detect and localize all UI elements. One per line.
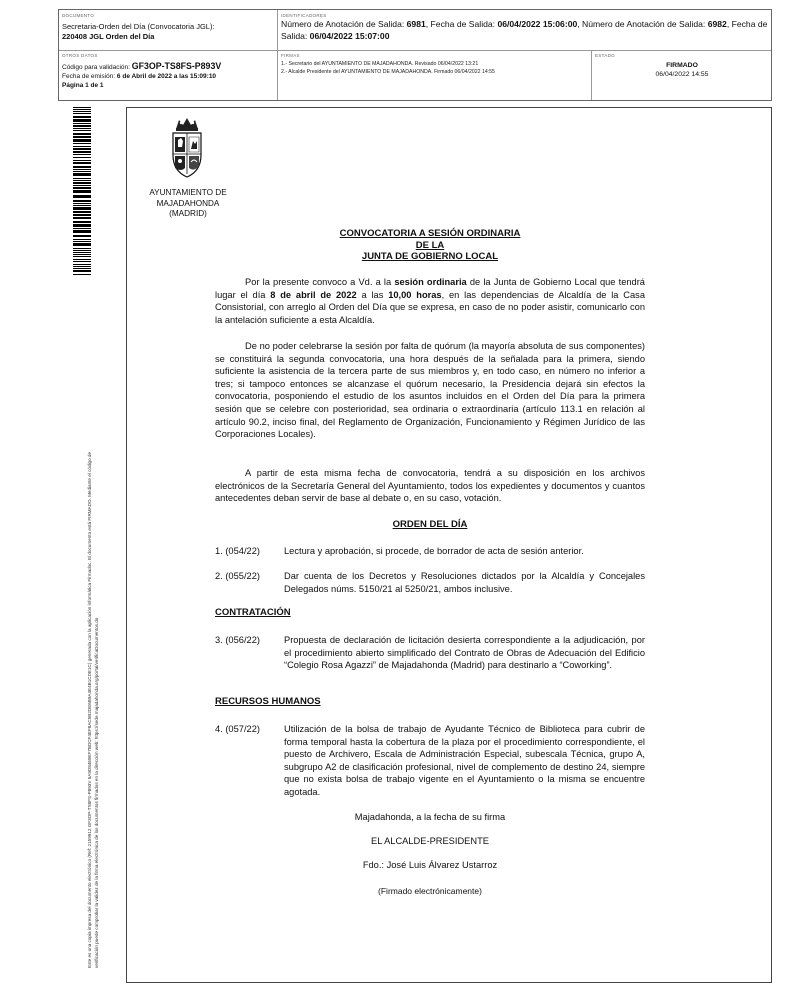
barcode-icon xyxy=(73,107,91,275)
codigo-value: GF3OP-TS8FS-P893V xyxy=(131,61,222,71)
agenda-item xyxy=(215,570,645,595)
agenda-item xyxy=(215,723,645,799)
barcode-bar xyxy=(73,130,91,131)
barcode-bar xyxy=(73,214,91,216)
barcode-bar xyxy=(73,268,91,269)
barcode-bar xyxy=(73,248,91,249)
firma-1: 1.- Secretario del AYUNTAMIENTO DE MAJADAHONDA. Revisado 06/04/2022 13:21 xyxy=(281,61,479,67)
barcode-bar xyxy=(73,195,91,198)
barcode-bar xyxy=(73,173,91,176)
ident-value: 06/04/2022 15:06:00 xyxy=(497,19,578,29)
signature-role: EL ALCALDE-PRESIDENTE xyxy=(371,836,489,846)
fecha-emision xyxy=(62,72,274,81)
barcode-bar xyxy=(73,116,91,118)
title-line: CONVOCATORIA A SESIÓN ORDINARIA xyxy=(339,228,521,239)
barcode-bar xyxy=(73,128,91,129)
barcode-bar xyxy=(73,166,91,168)
identificadores-cell xyxy=(281,13,769,42)
ident-value: 6981 xyxy=(406,19,426,29)
barcode-bar xyxy=(73,119,91,122)
barcode-bar xyxy=(73,157,91,158)
firmas-label: FIRMAS xyxy=(281,53,300,58)
barcode-bar xyxy=(73,148,91,150)
barcode-bar xyxy=(73,169,91,170)
agenda-item xyxy=(215,634,645,672)
paragraph-quorum: De no poder celebrarse la sesión por falta de quórum (la mayoría absoluta de sus componentes) se constituirá la segunda convocatoria, una hora después de la señalada para la primera, siendo suficiente la asistencia de la tercera parte de sus miembros y, en todo caso, en número no inferior a tres; si tampoco entonces se alcanzase el quórum necesario, la Presidencia dejará sin efectos la convocatoria, posponiendo el estudio de los asuntos incluidos en el Orden del Día para la primera sesión que se celebre con posterioridad, sea ordinaria o extraordinaria (artículo 113.1 en relación al artículo 90.2, inciso final, del Reglamento de Organización, Funcionamiento y Régimen Jurídico de las Corporaciones Locales). xyxy=(215,341,645,440)
signature-place: Majadahonda, a la fecha de su firma xyxy=(354,812,506,822)
otros-datos-cell xyxy=(62,53,274,90)
text-run: de la Junta de Gobierno Local que tendrá lugar el día xyxy=(215,277,645,300)
barcode-bar xyxy=(73,250,91,251)
barcode-bar xyxy=(73,146,91,147)
agenda-item-number: 3. (056/22) xyxy=(215,635,260,645)
barcode-bar xyxy=(73,259,91,260)
barcode-bar xyxy=(73,139,91,142)
barcode-bar xyxy=(73,256,91,257)
text-run: Por la presente convoco a Vd. a la xyxy=(245,277,395,287)
documento-name: Secretaria-Orden del Día (Convocatoria JGL): xyxy=(62,22,215,31)
ident-value: 6982 xyxy=(707,19,727,29)
barcode-bar xyxy=(73,162,91,164)
barcode-bar xyxy=(73,254,91,255)
barcode-bar xyxy=(73,235,91,237)
estado-date: 06/04/2022 14:55 xyxy=(655,71,709,78)
agenda-item-text: Dar cuenta de los Decretos y Resoluciones dictados por la Alcaldía y Concejales Delegados núms. 5150/21 al 5250/21, ambos inclusive. xyxy=(284,571,645,594)
barcode-bar xyxy=(73,190,91,193)
ayuntamiento-line: (MADRID) xyxy=(169,209,207,218)
orden-del-dia-title: ORDEN DEL DÍA xyxy=(392,519,468,530)
barcode-bar xyxy=(73,270,91,272)
barcode-bar xyxy=(73,241,91,242)
barcode-bar xyxy=(73,261,91,262)
barcode-bar xyxy=(73,185,91,186)
barcode-bar xyxy=(73,224,91,227)
barcode-bar xyxy=(73,221,91,223)
barcode-bar xyxy=(73,200,91,202)
ayuntamiento-line: MAJADAHONDA xyxy=(156,198,220,208)
barcode-bar xyxy=(73,113,91,114)
barcode-bar xyxy=(73,123,91,124)
header-divider xyxy=(277,10,278,100)
barcode-bar xyxy=(73,171,91,172)
agenda-item-text: Propuesta de declaración de licitación desierta correspondiente a la adjudicación, por el procedimiento abierto simplificado del Contrato de Obras de Adecuación del Edificio “Colegio Rosa Agazzi” de Majadahonda (Madrid) para destinarlo a “Coworking”. xyxy=(284,635,645,671)
codigo-validacion xyxy=(62,62,274,72)
coat-of-arms-icon xyxy=(170,115,204,179)
text-run-bold: sesión ordinaria xyxy=(394,277,467,287)
barcode-bar xyxy=(73,182,91,184)
ayuntamiento-line: AYUNTAMIENTO DE xyxy=(149,188,227,197)
emision-label: Fecha de emisión: xyxy=(62,73,117,80)
agenda-item-number: 4. (057/22) xyxy=(215,724,260,734)
barcode-bar xyxy=(73,274,91,275)
ident-text: , Fecha de Salida: xyxy=(281,19,768,41)
text-run-bold: 10,00 horas xyxy=(388,289,442,300)
barcode-bar xyxy=(73,109,91,110)
section-contratacion: CONTRATACIÓN xyxy=(215,607,291,618)
barcode-bar xyxy=(73,217,91,219)
agenda-item xyxy=(215,545,645,558)
barcode-bar xyxy=(73,252,91,253)
ayuntamiento-block xyxy=(138,188,238,220)
agenda-item-text: Utilización de la bolsa de trabajo de Ayudante Técnico de Biblioteca para cubrir de forma temporal hasta la cobertura de la plaza por el procedimiento correspondiente, el puesto de Archivero, Escala de Administración Especial, subescala Técnica, grupo A, subgrupo A2 de clasificación profesional, nivel de complemento de destino 24, siempre que no exista bolsa de trabajo vigente en el Ayuntamiento o la misma se encuentre agotada. xyxy=(284,724,645,797)
barcode-bar xyxy=(73,160,91,161)
ident-text: Número de Anotación de Salida: xyxy=(281,19,407,29)
barcode-bar xyxy=(73,180,91,181)
estado-value: FIRMADO xyxy=(666,62,698,69)
documento-label: DOCUMENTO xyxy=(62,13,95,18)
barcode-bar xyxy=(73,178,91,179)
barcode-bar xyxy=(73,205,91,206)
barcode-bar xyxy=(73,133,91,135)
title-line: JUNTA DE GOBIERNO LOCAL xyxy=(361,251,499,262)
document-header xyxy=(58,9,772,101)
barcode-bar xyxy=(73,151,91,153)
barcode-bar xyxy=(73,228,91,229)
agenda-item-number: 2. (055/22) xyxy=(215,571,260,581)
documento-subname: 220408 JGL Orden del Día xyxy=(62,32,155,41)
title-line: DE LA xyxy=(415,239,445,251)
side-text-line: verificación puede comprobar la validez de la firma electrónica de los documentos firmados en la dirección web: https://sede.majadahonda.org/portal/verificaDocumentos.do xyxy=(94,617,99,968)
side-verification-text xyxy=(86,298,100,968)
barcode-bar xyxy=(73,207,91,210)
paragraph-convocatoria xyxy=(215,276,645,326)
firma-2: 2.- Alcalde Presidente del AYUNTAMIENTO DE MAJADAHONDA. Firmado 06/04/2022 14:55 xyxy=(281,69,495,75)
pagina: Página 1 de 1 xyxy=(62,82,104,89)
identificadores-text xyxy=(281,19,769,42)
text-run: , en las dependencias de Alcaldía de la Casa Consistorial, con arreglo al Orden del Día que se expresa, en caso de no poder asistir, comunicarlo con la antelación suficiente a esta Alcaldía. xyxy=(215,289,645,325)
header-divider xyxy=(59,50,771,51)
barcode-bar xyxy=(73,239,91,240)
barcode-bar xyxy=(73,111,91,112)
barcode-bar xyxy=(73,211,91,213)
barcode-bar xyxy=(73,203,91,204)
documento-cell xyxy=(62,13,274,42)
barcode-bar xyxy=(73,264,91,265)
barcode-bar xyxy=(73,143,91,144)
signature-note: (Firmado electrónicamente) xyxy=(378,886,482,896)
firmas-cell xyxy=(281,53,587,76)
barcode-bar xyxy=(73,243,91,246)
codigo-label: Código para validación: xyxy=(62,64,132,71)
text-run-bold: 8 de abril de 2022 xyxy=(270,289,357,300)
barcode-bar xyxy=(73,107,91,108)
side-text-line: Este es una copia impresa del documento electrónico (Ref: 2159912 GF3OP-TS8FS-P893V 5A9D8469EF7BDCF4EF8AC5B2DE6B9A4E4B1CDE1C) generada con la aplicación informática Firmadoc. El documento está FIRMADO. Mediante el código de xyxy=(87,451,92,968)
section-recursos-humanos: RECURSOS HUMANOS xyxy=(215,696,321,707)
barcode-bar xyxy=(73,125,91,127)
estado-label: ESTADO xyxy=(595,53,615,58)
text-run: a las xyxy=(356,289,389,300)
ident-text: , Número de Anotación de Salida: xyxy=(577,19,708,29)
emision-value: 6 de Abril de 2022 a las 15:09:10 xyxy=(116,73,217,80)
barcode-bar xyxy=(73,230,91,233)
agenda-item-text: Lectura y aprobación, si procede, de borrador de acta de sesión anterior. xyxy=(284,546,584,556)
signature-name: Fdo.: José Luis Álvarez Ustarroz xyxy=(362,860,498,870)
identificadores-label: IDENTIFICADORES xyxy=(281,13,327,18)
agenda-item-number: 1. (054/22) xyxy=(215,546,260,556)
paragraph-archivos: A partir de esta misma fecha de convocatoria, tendrá a su disposición en los archivos electrónicos de la Secretaría General del Ayuntamiento, todos los expedientes y documentos y cuantos antecedentes deban servir de base al debate o, en su caso, votación. xyxy=(215,468,645,504)
document-title xyxy=(215,228,645,263)
otros-datos-label: OTROS DATOS xyxy=(62,53,98,58)
barcode-bar xyxy=(73,154,91,155)
barcode-bar xyxy=(73,266,91,267)
ident-value: 06/04/2022 15:07:00 xyxy=(309,30,390,41)
barcode-bar xyxy=(73,136,91,138)
ident-text: , Fecha de Salida: xyxy=(425,19,498,29)
header-divider xyxy=(591,50,592,100)
estado-cell xyxy=(595,53,769,79)
barcode-bar xyxy=(73,187,91,189)
